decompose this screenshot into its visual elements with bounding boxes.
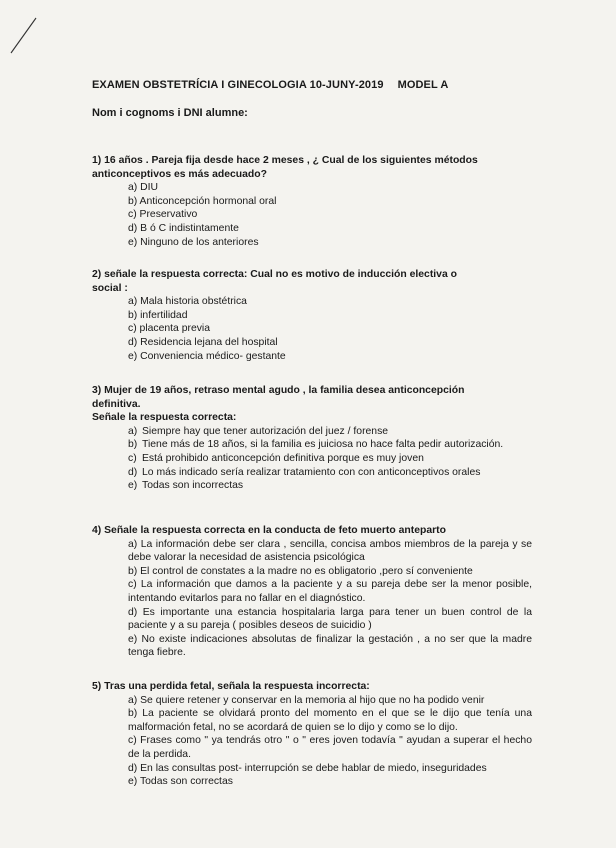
question-5-stem: 5) Tras una perdida fetal, señala la respuesta incorrecta: bbox=[92, 681, 370, 692]
option-a: a) La información debe ser clara , sencilla, concisa ambos miembros de la pareja y se debe valorar la necesidad de asistencia psicológica bbox=[128, 538, 532, 564]
question-4-options bbox=[92, 538, 532, 660]
option-a: a) DIU bbox=[128, 182, 159, 194]
pen-stroke-mark bbox=[8, 16, 40, 56]
option-b: b) La paciente se olvidará pronto del momento en el que se le dijo que tenía una malformación fetal, no se acordará de quien se lo dijo y como se lo dijo. bbox=[128, 708, 532, 733]
question-4 bbox=[92, 524, 532, 660]
option-c: c) Preservativo bbox=[128, 209, 198, 221]
exam-header bbox=[92, 79, 448, 91]
question-2-stem: 2) señale la respuesta correcta: Cual no es motivo de inducción electiva o social : bbox=[92, 269, 457, 294]
option-d: d) Residencia lejana del hospital bbox=[128, 336, 278, 348]
option-a: a) Siempre hay que tener autorización del juez / forense bbox=[128, 425, 389, 437]
student-name-line: Nom i cognoms i DNI alumne: bbox=[92, 107, 248, 119]
option-b: b) infertilidad bbox=[128, 309, 188, 321]
option-c: c) Frases como " ya tendrás otro " o " eres joven todavía " ayudan a superar el hecho de la perdida. bbox=[128, 735, 532, 760]
option-c: c) La información que damos a la paciente y a su pareja debe ser la menor posible, intentando evitarlos para no fallar en el diagnóstico. bbox=[128, 579, 532, 604]
question-3-options bbox=[92, 425, 532, 493]
exam-title: EXAMEN OBSTETRÍCIA I GINECOLOGIA 10-JUNY-2019 bbox=[92, 79, 384, 91]
option-b: b) Anticoncepción hormonal oral bbox=[128, 195, 277, 207]
option-e: e) No existe indicaciones absolutas de finalizar la gestación , a no ser que la madre tenga fiebre. bbox=[128, 633, 532, 659]
option-a: a) Se quiere retener y conservar en la memoria al hijo que no ha podido venir bbox=[128, 694, 485, 706]
option-e: e) Conveniencia médico- gestante bbox=[128, 350, 286, 362]
option-d: d) En las consultas post- interrupción se debe hablar de miedo, inseguridades bbox=[128, 762, 487, 774]
question-5 bbox=[92, 680, 532, 789]
option-d: d) Lo más indicado sería realizar tratamiento con con anticonceptivos orales bbox=[128, 466, 481, 478]
option-c: c) Está prohibido anticoncepción definitiva porque es muy joven bbox=[128, 452, 424, 464]
option-e: e) Ninguno de los anteriores bbox=[128, 236, 259, 248]
option-b: b) El control de constates a la madre no es obligatorio ,pero sí conveniente bbox=[128, 565, 473, 577]
option-d: d) B ó C indistintamente bbox=[128, 222, 239, 234]
option-d: d) Es importante una estancia hospitalaria larga para tener un buen control de la paciente y a su pareja ( posibles deseos de suicidio ) bbox=[128, 606, 532, 632]
question-1-stem: 1) 16 años . Pareja fija desde hace 2 meses , ¿ Cual de los siguientes métodos anticonceptivos es más adecuado? bbox=[92, 155, 478, 180]
question-2 bbox=[92, 268, 532, 363]
option-e: e) Todas son correctas bbox=[128, 776, 233, 788]
option-e: e) Todas son incorrectas bbox=[128, 480, 244, 492]
question-2-options bbox=[92, 295, 532, 363]
question-3-stem: 3) Mujer de 19 años, retraso mental agudo , la familia desea anticoncepción definitiva. Señale la respuesta correcta: bbox=[92, 385, 465, 424]
question-5-options bbox=[92, 694, 532, 789]
option-a: a) Mala historia obstétrica bbox=[128, 296, 247, 308]
option-b: b) Tiene más de 18 años, si la familia es juiciosa no hace falta pedir autorización. bbox=[128, 439, 504, 451]
question-1-options bbox=[92, 181, 532, 249]
exam-model: MODEL A bbox=[397, 79, 449, 91]
question-4-stem: 4) Señale la respuesta correcta en la conducta de feto muerto anteparto bbox=[92, 525, 446, 536]
question-3 bbox=[92, 384, 532, 493]
question-1 bbox=[92, 154, 532, 249]
option-c: c) placenta previa bbox=[128, 323, 211, 335]
